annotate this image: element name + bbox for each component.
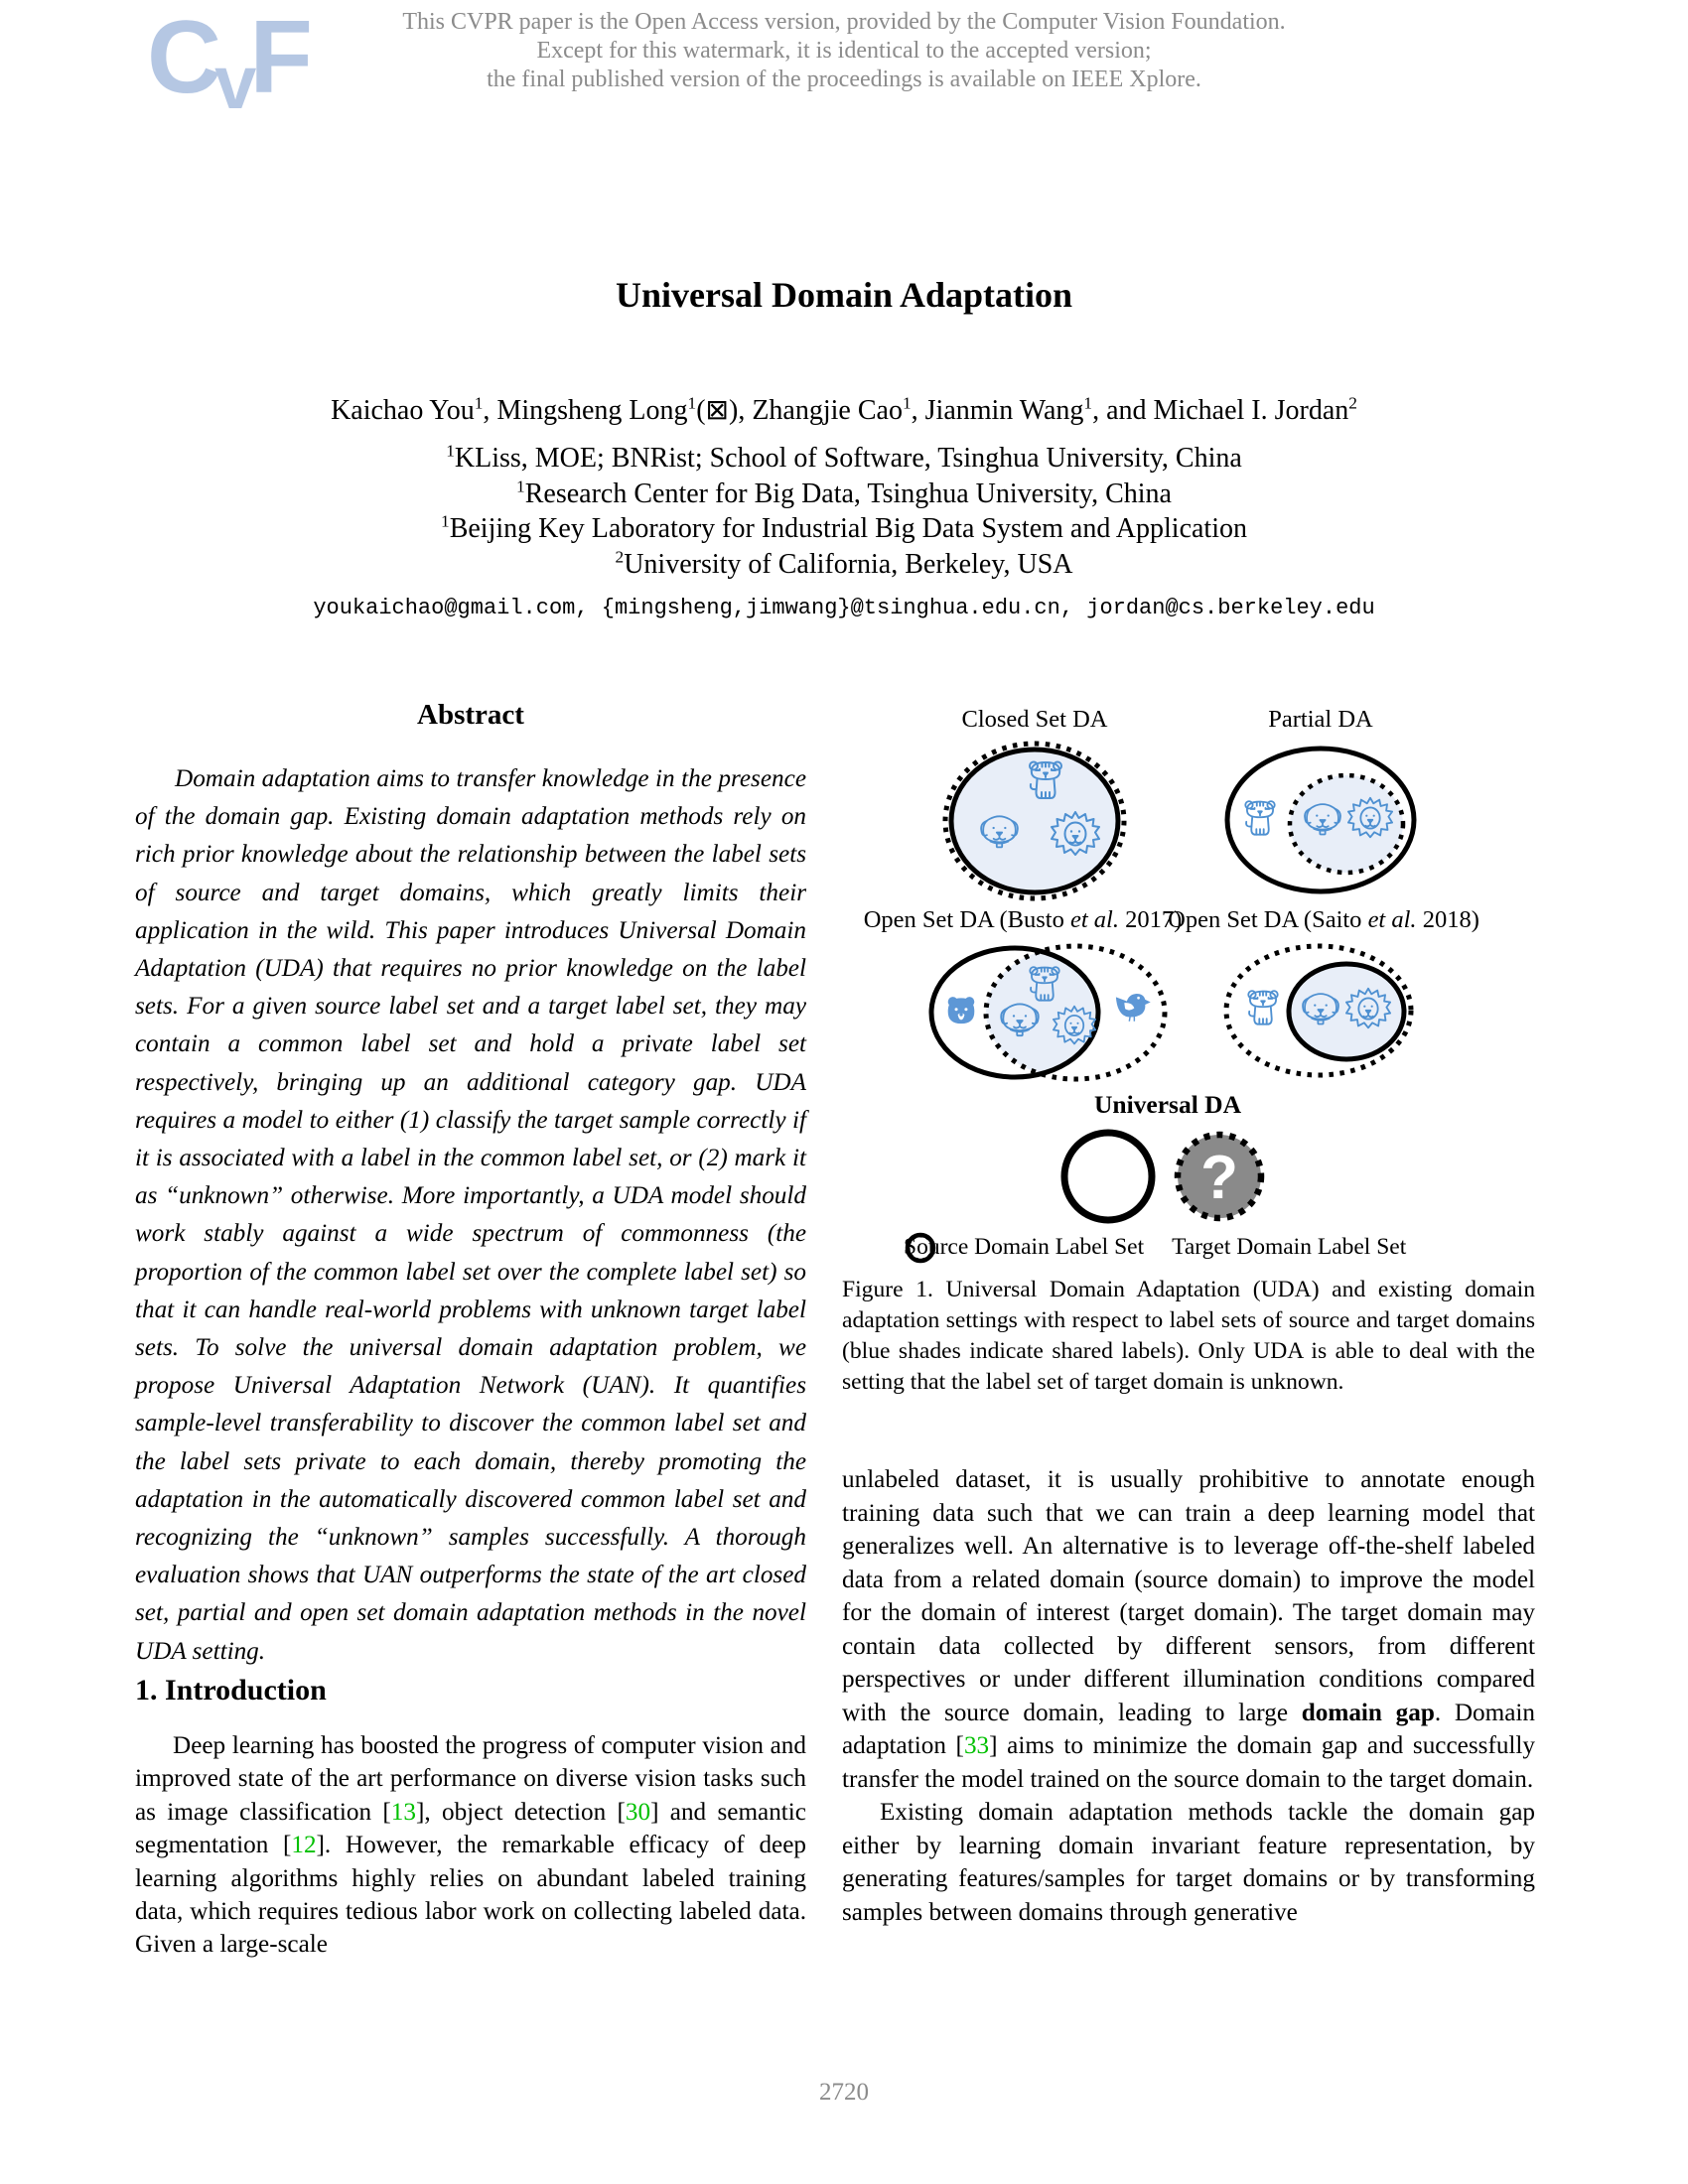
citation-link[interactable]: 30	[625, 1798, 651, 1826]
panel-label-partial-da: Partial DA	[1268, 706, 1373, 733]
text-segment: 2017)	[1118, 906, 1183, 933]
introduction-paragraph	[135, 1729, 806, 1962]
text-segment: Deep learning has boosted the progress of computer vision and improved state of the art performance on diverse vision tasks such as image classification [	[135, 1732, 806, 1826]
page-number: 2720	[819, 2079, 869, 2106]
figure1	[842, 695, 1535, 1271]
watermark-line: This CVPR paper is the Open Access version, provided by the Computer Vision Foundation.	[402, 9, 1286, 35]
text-segment: , Mingsheng Long	[483, 395, 688, 426]
body-paragraph: Existing domain adaptation methods tackle the domain gap either by learning domain invariant feature representation, by generating features/samples for target domains or by transforming samples between domains through generative	[842, 1799, 1535, 1926]
panel-label-closed-set-da: Closed Set DA	[961, 706, 1108, 733]
author-emails: youkaichao@gmail.com, {mingsheng,jimwang}@tsinghua.edu.cn, jordan@cs.berkeley.edu	[313, 596, 1375, 620]
logo-letter: F	[249, 0, 313, 115]
text-segment: unlabeled dataset, it is usually prohibitive to annotate enough training data such that we can train a deep learning model that generalizes well. An alternative is to leverage off-the-shelf labeled data from a related domain (source domain) to improve the model for the domain of interest (target domain). The target domain may contain data collected by different sensors, from different perspectives or under different illumination conditions compared with the source domain, leading to large	[842, 1466, 1535, 1726]
affiliation-line	[0, 441, 1688, 477]
legend-target-label: Target Domain Label Set	[1172, 1234, 1407, 1260]
universal-source-circle	[1064, 1133, 1152, 1220]
text-segment: 1	[474, 393, 484, 413]
affiliation-line	[0, 477, 1688, 512]
citation-link[interactable]: 33	[963, 1732, 990, 1759]
text-segment: ] and semantic segmentation [	[135, 1798, 806, 1859]
text-segment: (⊠), Zhangjie Cao	[696, 395, 903, 426]
text-segment: Research Center for Big Data, Tsinghua University, China	[524, 478, 1172, 509]
unknown-question-mark: ?	[1200, 1144, 1238, 1212]
text-segment: KLiss, MOE; BNRist; School of Software, Tsinghua University, China	[454, 443, 1242, 474]
text-segment: 1	[902, 393, 912, 413]
text-segment: 1	[441, 511, 450, 531]
text-segment: domain gap	[1301, 1699, 1435, 1726]
text-segment: 1	[687, 393, 697, 413]
text-segment: Open Set DA (Busto	[863, 906, 1070, 933]
text-segment: 1	[446, 441, 455, 461]
logo-letter: v	[214, 41, 257, 125]
citation-link[interactable]: 12	[291, 1832, 317, 1859]
figure1-row1-canvas	[842, 737, 1535, 907]
bird-icon	[1116, 994, 1151, 1022]
affiliation-line	[0, 547, 1688, 583]
figure1-caption: Figure 1. Universal Domain Adaptation (UDA) and existing domain adaptation settings with respect to label sets of source and target domains (blue shades indicate shared labels). Only UDA is able to deal with the setting that the label set of target domain is unknown.	[842, 1277, 1535, 1395]
legend-item-source	[904, 1234, 1144, 1261]
text-segment: , Jianmin Wang	[911, 395, 1084, 426]
panel-label-universal-da: Universal DA	[1093, 1090, 1242, 1119]
text-segment: University of California, Berkeley, USA	[624, 548, 1073, 580]
text-segment: 1	[516, 477, 525, 496]
panel-label-open-set-saito	[1160, 905, 1487, 935]
legend-item-target	[1172, 1234, 1406, 1261]
text-segment: Kaichao You	[331, 395, 475, 426]
bear-icon	[948, 997, 975, 1024]
watermark-line: Except for this watermark, it is identical to the accepted version;	[536, 38, 1152, 64]
text-segment: 2	[615, 547, 625, 567]
logo-letter: C	[147, 0, 222, 115]
abstract-body: Domain adaptation aims to transfer knowledge in the presence of the domain gap. Existing domain adaptation methods rely on rich prior knowledge about the relationship between the label sets of source and target domains, which greatly limits their application in the wild. This paper introduces Universal Domain Adaptation (UDA) that requires no prior knowledge on the label sets. For a given source label set and a target label set, they may contain a common label set and hold a private label set respectively, bringing up an additional category gap. UDA requires a model to either (1) classify the target sample correctly if it is associated with a label in the common label set, or (2) mark it as “unknown” otherwise. More importantly, a UDA model should work stably against a wide spectrum of commonness (the proportion of the common label set over the complete label set) so that it can handle real-world problems with unknown target label sets. To solve the universal domain adaptation problem, we propose Universal Adaptation Network (UAN). It quantifies sample-level transferability to discover the common label set and the label sets private to each domain, thereby promoting the adaptation in the automatically discovered common label set and recognizing the “unknown” samples successfully. A thorough evaluation shows that UAN outperforms the state of the art closed set, partial and open set domain adaptation methods in the novel UDA setting.	[135, 765, 806, 1665]
text-segment: Open Set DA (Saito	[1168, 906, 1368, 933]
text-segment: ], object detection [	[415, 1798, 626, 1826]
section-heading-introduction: 1. Introduction	[135, 1674, 327, 1706]
text-segment: 2	[1348, 393, 1357, 413]
text-segment: 2018)	[1416, 906, 1479, 933]
text-segment: 1	[1083, 393, 1093, 413]
citation-link[interactable]: 13	[390, 1798, 416, 1826]
target-circle-icon	[904, 1231, 937, 1265]
text-segment: . Domain adaptation [	[842, 1699, 1535, 1759]
affiliations	[0, 441, 1688, 582]
text-segment: ]. However, the remarkable efficacy of deep learning algorithms highly relies on abundant labeled training data, which requires tedious labor work on collecting labeled data. Given a large-scale	[135, 1832, 806, 1959]
right-column-text	[842, 1463, 1535, 1929]
figure1-row3-canvas	[842, 1124, 1535, 1233]
text-segment: Beijing Key Laboratory for Industrial Big Data System and Application	[449, 513, 1247, 544]
text-segment: ] aims to minimize the domain gap and successfully transfer the model trained on the source domain to the target domain.	[842, 1732, 1536, 1793]
author-line	[0, 393, 1688, 427]
paper-title: Universal Domain Adaptation	[615, 275, 1073, 315]
text-segment: , and Michael I. Jordan	[1092, 395, 1349, 426]
abstract-heading: Abstract	[417, 699, 524, 731]
figure1-row2-canvas	[842, 941, 1535, 1085]
legend-source-label: Source Domain Label Set	[904, 1234, 1145, 1260]
watermark-line: the final published version of the proceedings is available on IEEE Xplore.	[487, 67, 1201, 92]
text-segment: et al.	[1069, 906, 1119, 933]
body-paragraph	[842, 1463, 1535, 1796]
figure1-legend	[904, 1234, 1406, 1261]
affiliation-line	[0, 511, 1688, 547]
watermark	[0, 8, 1688, 94]
panel-label-open-set-busto	[859, 905, 1187, 935]
text-segment: et al.	[1367, 906, 1417, 933]
